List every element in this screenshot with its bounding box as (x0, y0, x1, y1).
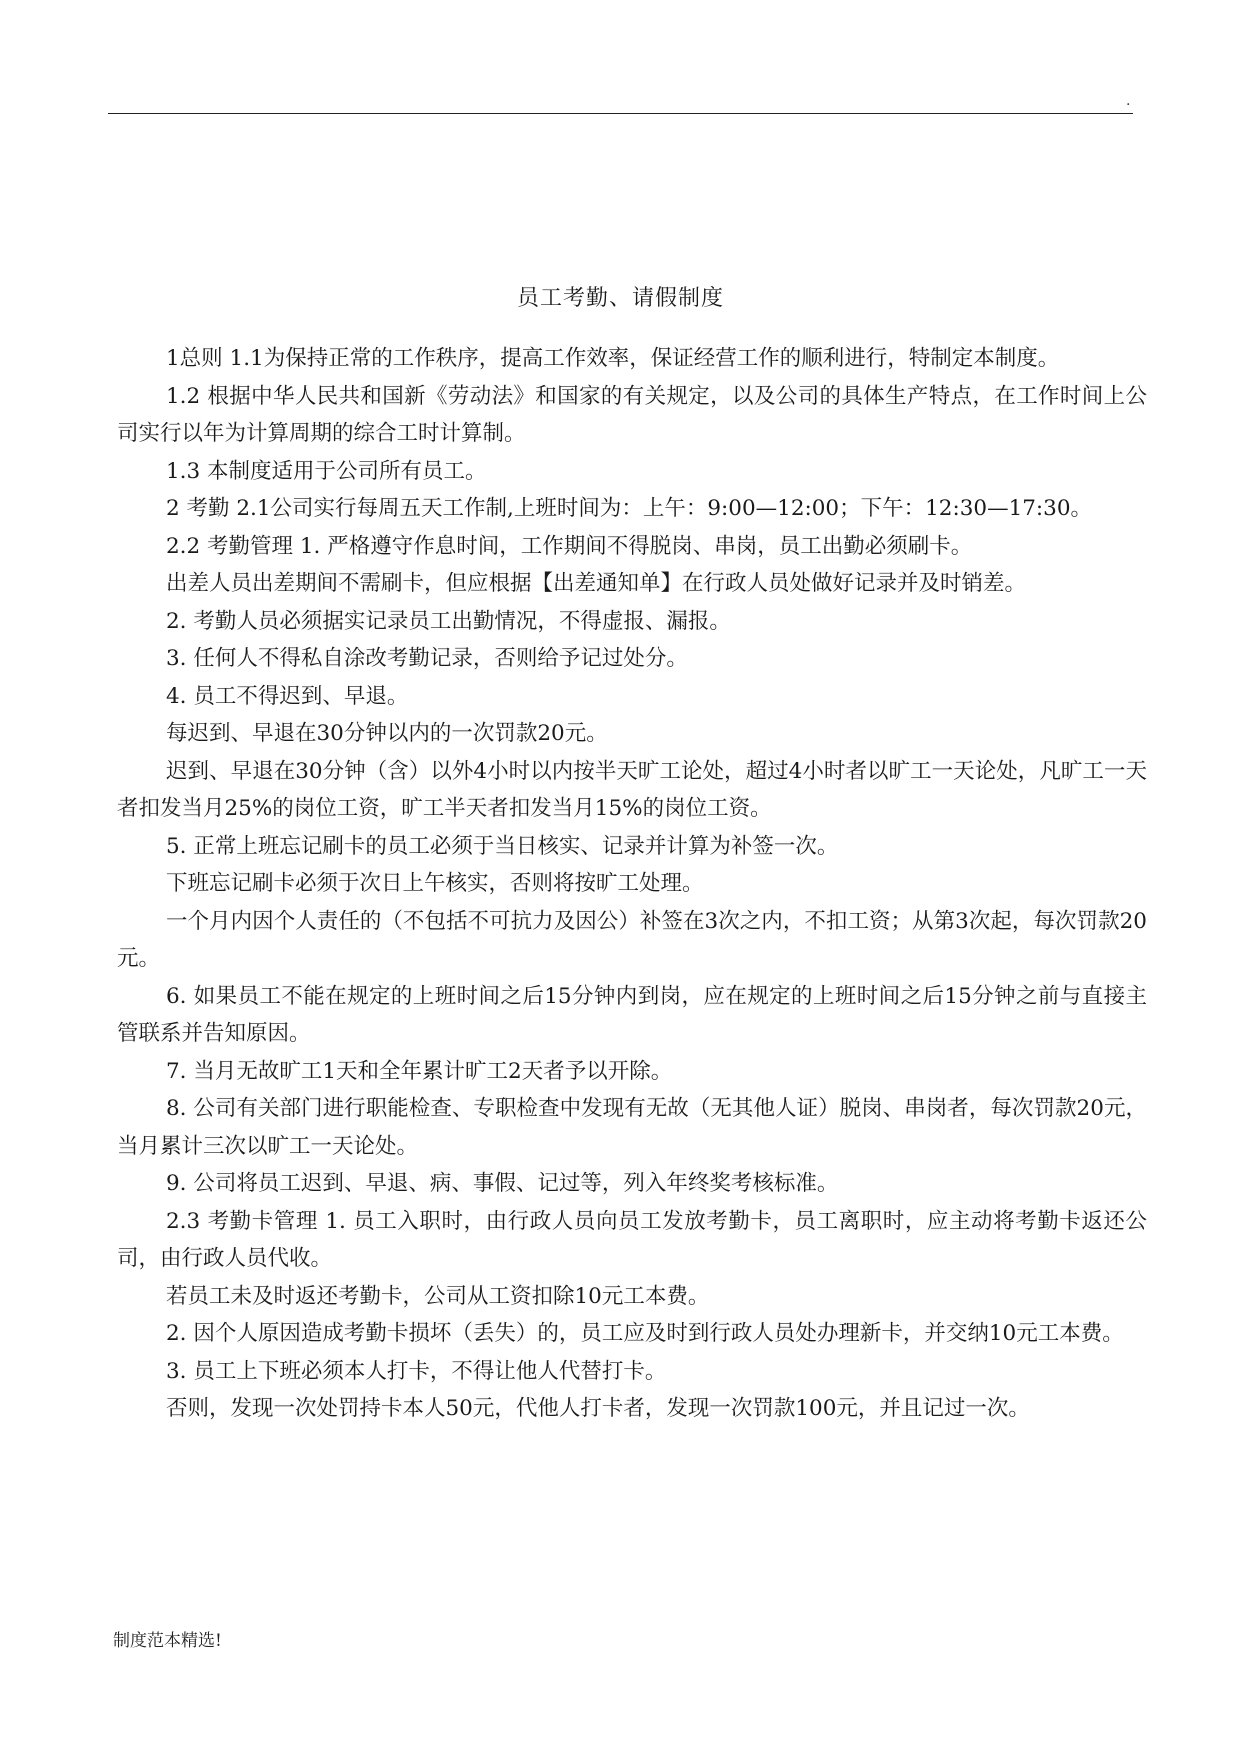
paragraph: 2 考勤 2.1公司实行每周五天工作制,上班时间为：上午：9:00—12:00；下午：12:30—17:30。 (166, 496, 1093, 521)
footer-note: 制度范本精选! (113, 1631, 222, 1651)
header-dot: . (1126, 93, 1131, 109)
paragraph: 8. 公司有关部门进行职能检查、专职检查中发现有无故（无其他人证）脱岗、串岗者，每次罚款20元，当月累计三次以旷工一天论处。 (117, 1096, 1147, 1159)
paragraph: 9. 公司将员工迟到、早退、病、事假、记过等，列入年终奖考核标准。 (166, 1171, 839, 1196)
paragraph: 迟到、早退在30分钟（含）以外4小时以内按半天旷工论处，超过4小时者以旷工一天论处，凡旷工一天者扣发当月25%的岗位工资，旷工半天者扣发当月15%的岗位工资。 (117, 758, 1147, 821)
paragraph: 3. 员工上下班必须本人打卡，不得让他人代替打卡。 (166, 1358, 667, 1384)
paragraph: 6. 如果员工不能在规定的上班时间之后15分钟内到岗，应在规定的上班时间之后15分钟之前与直接主管联系并告知原因。 (117, 983, 1147, 1046)
paragraph: 5. 正常上班忘记刷卡的员工必须于当日核实、记录并计算为补签一次。 (166, 833, 839, 859)
paragraph: 1.2 根据中华人民共和国新《劳动法》和国家的有关规定，以及公司的具体生产特点，在工作时间上公司实行以年为计算周期的综合工时计算制。 (117, 383, 1147, 446)
document-title: 员工考勤、请假制度 (516, 286, 724, 311)
paragraph: 1.3 本制度适用于公司所有员工。 (166, 458, 487, 484)
paragraph: 2.3 考勤卡管理 1. 员工入职时，由行政人员向员工发放考勤卡，员工离职时，应主动将考勤卡返还公司，由行政人员代收。 (117, 1208, 1147, 1271)
paragraph: 7. 当月无故旷工1天和全年累计旷工2天者予以开除。 (166, 1058, 673, 1084)
paragraph: 否则，发现一次处罚持卡本人50元，代他人打卡者，发现一次罚款100元，并且记过一次。 (166, 1396, 1030, 1421)
paragraph: 2. 考勤人员必须据实记录员工出勤情况，不得虚报、漏报。 (166, 608, 731, 634)
header-rule (108, 113, 1133, 114)
paragraph: 2.2 考勤管理 1. 严格遵守作息时间，工作期间不得脱岗、串岗，员工出勤必须刷卡。 (166, 533, 973, 559)
paragraph: 每迟到、早退在30分钟以内的一次罚款20元。 (166, 721, 608, 746)
paragraph: 3. 任何人不得私自涂改考勤记录，否则给予记过处分。 (166, 646, 688, 671)
paragraph: 2. 因个人原因造成考勤卡损坏（丢失）的，员工应及时到行政人员处办理新卡，并交纳10元工本费。 (166, 1321, 1124, 1346)
paragraph: 一个月内因个人责任的（不包括不可抗力及因公）补签在3次之内，不扣工资；从第3次起，每次罚款20元。 (117, 908, 1147, 971)
document-body (117, 340, 1147, 1428)
paragraph: 4. 员工不得迟到、早退。 (166, 683, 409, 709)
paragraph: 出差人员出差期间不需刷卡，但应根据【出差通知单】在行政人员处做好记录并及时销差。 (166, 571, 1027, 596)
paragraph: 若员工未及时返还考勤卡，公司从工资扣除10元工本费。 (166, 1283, 710, 1309)
paragraph: 1总则 1.1为保持正常的工作秩序，提高工作效率，保证经营工作的顺利进行，特制定本制度。 (166, 346, 1060, 371)
paragraph: 下班忘记刷卡必须于次日上午核实，否则将按旷工处理。 (166, 871, 704, 896)
